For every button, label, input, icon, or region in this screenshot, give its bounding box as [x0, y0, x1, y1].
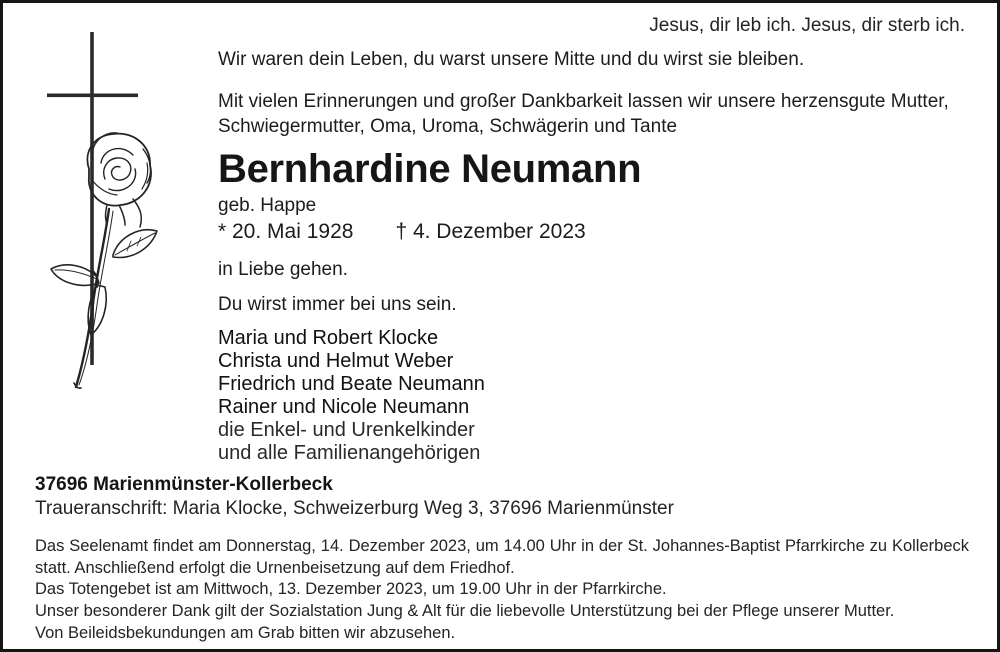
farewell-line: in Liebe gehen.	[218, 259, 348, 280]
mourner-group: die Enkel- und Urenkelkinder	[218, 419, 475, 441]
mourner-name: Friedrich und Beate Neumann	[218, 373, 485, 395]
service-info-line: Das Totengebet ist am Mittwoch, 13. Dezember 2023, um 19.00 Uhr in der Pfarrkirche.	[35, 580, 667, 599]
service-info-line: Das Seelenamt findet am Donnerstag, 14. Dezember 2023, um 14.00 Uhr in der St. Johannes-Baptist Pfarrkirche zu Kollerbeck statt. Anschließend erfolgt die Urnenbeisetzung auf dem Friedhof.	[35, 537, 969, 577]
life-dates	[218, 220, 586, 244]
mourner-group: und alle Familienangehörigen	[218, 442, 481, 464]
cross-rose-illustration	[43, 27, 185, 399]
service-info-line: Unser besonderer Dank gilt der Sozialstation Jung & Alt für die liebevolle Unterstützung bei der Pflege unserer Mutter.	[35, 602, 895, 621]
remembrance-line: Du wirst immer bei uns sein.	[218, 294, 457, 315]
service-info-line: Von Beileidsbekundungen am Grab bitten wir abzusehen.	[35, 623, 456, 642]
epigraph-text: Jesus, dir leb ich. Jesus, dir sterb ich.	[649, 15, 965, 36]
tribute-paragraph: Mit vielen Erinnerungen und großer Dankbarkeit lassen wir unsere herzensgute Mutter, Schwiegermutter, Oma, Uroma, Schwägerin und Tante	[218, 91, 949, 137]
service-info-block	[35, 536, 969, 645]
death-date: † 4. Dezember 2023	[395, 220, 586, 243]
deceased-name: Bernhardine Neumann	[218, 147, 642, 191]
location-line: 37696 Marienmünster-Kollerbeck	[35, 474, 333, 495]
mourner-name: Maria und Robert Klocke	[218, 327, 439, 349]
intro-line: Wir waren dein Leben, du warst unsere Mitte und du wirst sie bleiben.	[218, 49, 805, 70]
mourner-name: Rainer und Nicole Neumann	[218, 396, 470, 418]
mourners-list	[218, 327, 485, 465]
birth-date: * 20. Mai 1928	[218, 220, 354, 243]
maiden-name: geb. Happe	[218, 195, 317, 216]
condolence-address: Traueranschrift: Maria Klocke, Schweizerburg Weg 3, 37696 Marienmünster	[35, 498, 674, 519]
rose-icon	[51, 133, 157, 388]
mourner-name: Christa und Helmut Weber	[218, 350, 454, 372]
